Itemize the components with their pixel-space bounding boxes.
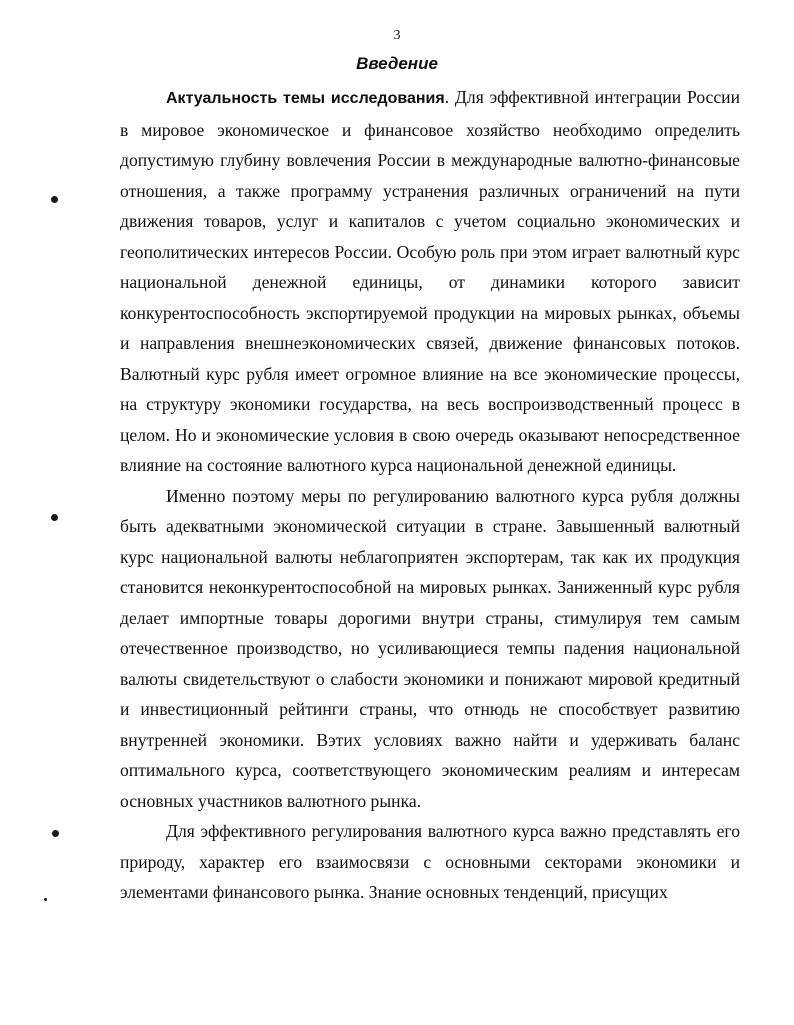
- body-text: [120, 82, 740, 908]
- page-heading: Введение: [356, 54, 438, 73]
- paragraph-regulation: Именно поэтому меры по регулированию валютного курса рубля должны быть адекватными экономической ситуации в стране. Завышенный валютный курс национальной валюты неблагоприятен экспортерам, так как их продукция становится неконкурентоспособной на мировых рынках. Заниженный курс рубля делает импортные товары дорогими внутри страны, стимулируя тем самым отечественное производство, но усиливающиеся темпы падения национальной валюты свидетельствуют о слабости экономики и понижают мировой кредитный и инвестиционный рейтинги страны, что отнюдь не способствует развитию внутренней экономики. Вэтих условиях важно найти и удерживать баланс оптимального курса, соответствующего экономическим реалиям и интересам основных участников валютного рынка.: [120, 485, 740, 811]
- paragraph-relevance: [120, 82, 740, 481]
- paragraph-text: . Для эффективной интеграции России в мировое экономическое и финансовое хозяйство необходимо определить допустимую глубину вовлечения России в международные валютно-финансовые отношения, а также программу устранения различных ограничений на пути движения товаров, услуг и капиталов с учетом социально экономических и геополитических интересов России. Особую роль при этом играет валютный курс национальной денежной единицы, от динамики которого зависит конкурентоспособность экспортируемой продукции на мировых рынках, объемы и направления внешнеэкономических связей, движение финансовых потоков. Валютный курс рубля имеет огромное влияние на все экономические процессы, на структуру экономики государства, на весь воспроизводственный процесс в целом. Но и экономические условия в свою очередь оказывают непосредственное влияние на состояние валютного курса национальной денежной единицы.: [120, 87, 740, 475]
- scan-mark-dot: [44, 898, 47, 901]
- scan-mark-dot: [51, 514, 58, 521]
- paragraph-nature: Для эффективного регулирования валютного курса важно представлять его природу, характер его взаимосвязи с основными секторами экономики и элементами финансового рынка. Знание основных тенденций, присущих: [120, 821, 740, 902]
- paragraph-lead: Актуальность темы исследования: [166, 90, 445, 107]
- scan-mark-dot: [51, 196, 58, 203]
- scan-mark-dot: [52, 830, 59, 837]
- page-number: 3: [393, 28, 401, 43]
